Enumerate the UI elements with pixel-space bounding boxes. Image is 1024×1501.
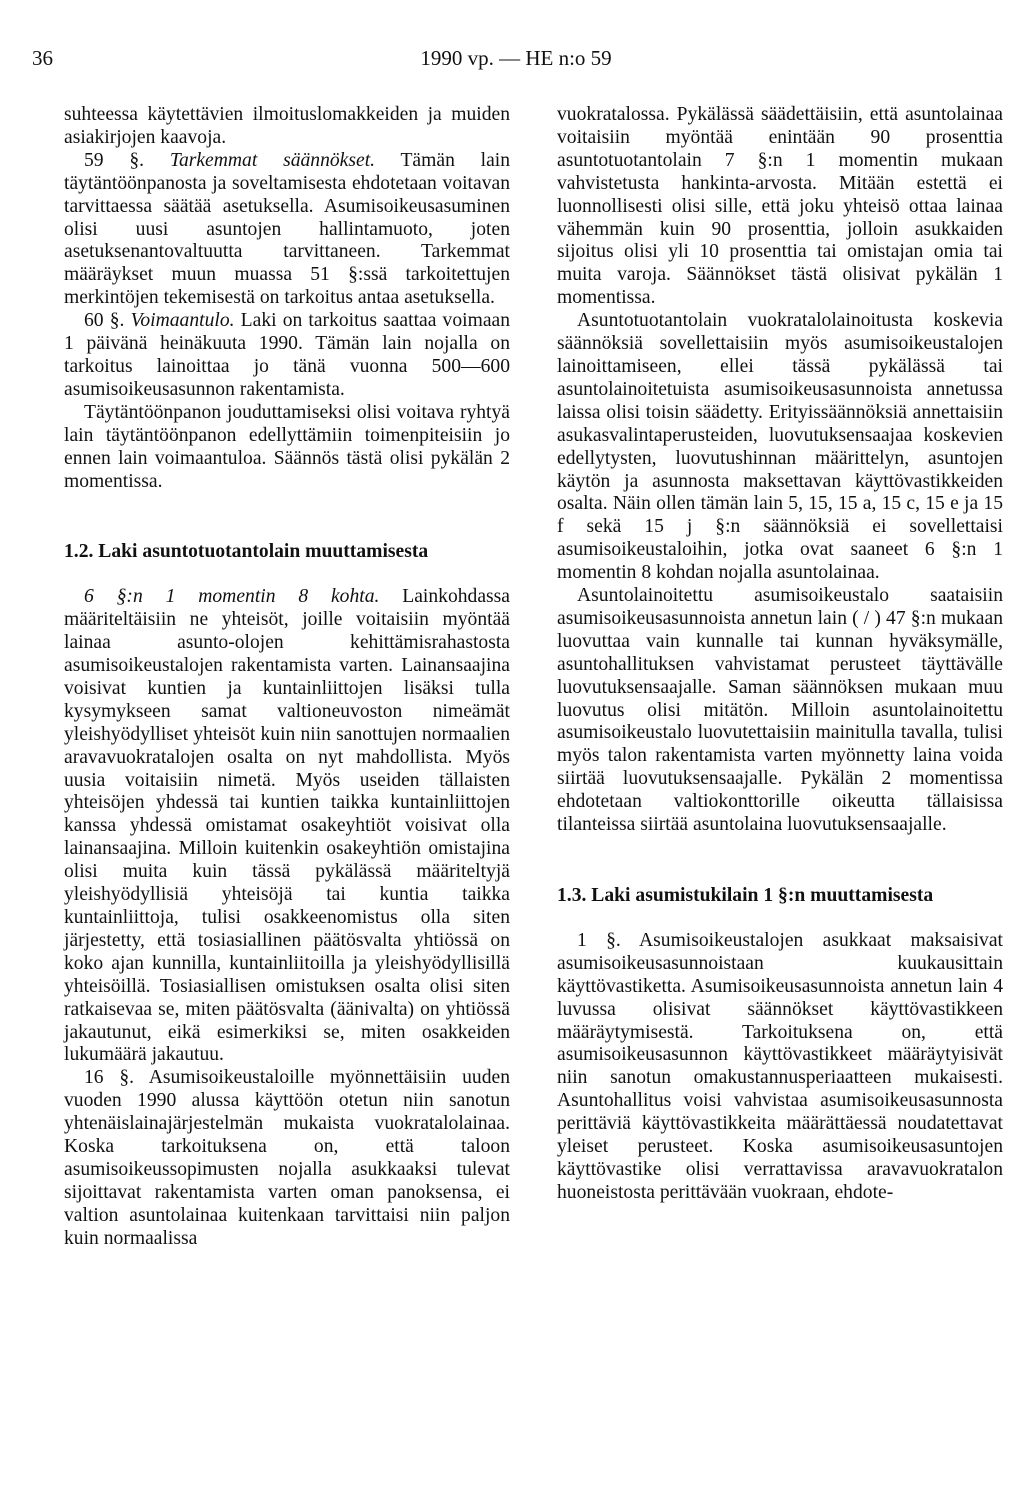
paragraph-continuation: suhteessa käytettävien ilmoituslomakkeiden ja muiden asiakirjojen kaavoja. [64,104,510,148]
section-title: 6 §:n 1 momentin 8 kohta. [84,586,380,608]
section-title: Voimaantulo. [130,310,235,332]
section-title: Tarkemmat säännökset. [169,149,376,171]
left-column [64,104,510,1251]
section-1-paragraph: 1 §. Asumisoikeustalojen asukkaat maksaisivat asumisoikeusasunnoistaan kuukausittain käyttövastiketta. Asumisoikeusasunnoista annetun lain 4 luvussa olisivat säännökset käyttövastikkeen määräytymisestä. Tarkoituksena on, että asumisoikeusasunnon käyttövastikkeet määräytyisivät niin sanotun omakustannusperiaatteen mukaisesti. Asuntohallitus voisi vahvistaa asumisoikeusasunnosta perittäviä käyttövastikkeita määrättäessä noudatettavat yleiset perusteet. Koska asumisoikeusasuntojen käyttövastike olisi verrattavissa aravavuokratalon huoneistosta perittävään vuokraan, ehdote- [557,929,1003,1203]
paragraph: Asuntolainoitettu asumisoikeustalo saataisiin asumisoikeusasunnoista annetun lain ( / ) 47 §:n mukaan luovuttaa vain kunnalle tai kunnan hyväksymälle, asuntohallituksen vahvistamat perusteet täyttävälle luovutuksensaajalle. Saman säännöksen mukaan muu luovutus olisi mitätön. Milloin asuntolainoitettu asumisoikeustalo luovutettaisiin mainitulla tavalla, tulisi myös talon rakentamista varten myönnetty laina voida siirtää luovutuksensaajalle. Pykälän 2 momentissa ehdotetaan valtiokonttorille oikeutta tällaisissa tilanteissa siirtää asuntolaina luovutuksensaajalle. [557,585,1003,836]
section-heading-1-2: 1.2. Laki asuntotuotantolain muuttamisesta [64,541,429,563]
section-text: Tämän lain täytäntöönpanosta ja soveltamisesta ehdotetaan voitavan tarvittaessa säätää asetuksella. Asumisoikeusasuminen olisi uusi asuntojen hallintamuoto, joten asetuksenantovaltuutta tarvittaneen. Tarkemmat määräykset muun muassa 51 §:ssä tarkoitettujen merkintöjen tekemisestä on tarkoitus antaa asetuksella. [64,149,511,309]
paragraph: Asuntotuotantolain vuokratalolainoitusta koskevia säännöksiä sovellettaisiin myös asumisoikeustalojen lainoittamiseen, ellei tässä pykälässä tai asuntolainoitetuista asumisoikeusasunnoista annetussa laissa olisi toisin säädetty. Erityissäännöksiä annettaisiin asukasvalintaperusteiden, luovutuksensaajaa koskevien edellytysten, luovutushinnan määrittelyn, asuntojen käytön ja asunnosta maksettavan käyttövastikkeiden osalta. Näin ollen tämän lain 5, 15, 15 a, 15 c, 15 e ja 15 f sekä 15 j §:n säännöksiä ei sovellettaisi asumisoikeustaloihin, jotka ovat saaneet 6 §:n 1 momentin 8 kohdan nojalla asuntolainaa. [557,310,1003,584]
section-59-paragraph [64,150,510,310]
section-6-paragraph [64,586,510,1067]
page-number: 36 [32,46,53,70]
section-label: 60 §. [84,310,125,332]
section-label: 59 §. [84,149,145,171]
section-16-paragraph: 16 §. Asumisoikeustaloille myönnettäisiin uuden vuoden 1990 alussa käyttöön otetun niin sanotun yhtenäislainajärjestelmän mukaista vuokratalolainaa. Koska tarkoituksena on, että taloon asumisoikeussopimusten nojalla asukkaaksi tulevat sijoittavat rakentamista varten oman panoksensa, ei valtion asuntolainaa kuitenkaan tarvittaisi niin paljon kuin normaalissa [64,1067,510,1249]
paragraph-continuation: vuokratalossa. Pykälässä säädettäisiin, että asuntolainaa voitaisiin myöntää enintään 90 prosenttia asuntotuotantolain 7 §:n 1 momentin mukaan vahvistetusta hankinta-arvosta. Mitään estettä ei luonnollisesti olisi sille, että joku yhteisö ottaa lainaa vähemmän kuin 90 prosenttia, jolloin asukkaiden sijoitus olisi yli 10 prosenttia tai omistajan omia tai muita varoja. Säännökset tästä olisivat pykälän 1 momentissa. [557,104,1003,309]
section-heading-1-3: 1.3. Laki asumistukilain 1 §:n muuttamisesta [557,885,934,906]
section-text: Lainkohdassa määriteltäisiin ne yhteisöt, joille voitaisiin myöntää lainaa asunto-olojen kehittämisrahastosta asumisoikeustalojen rakentamista varten. Lainansaajina voisivat kuntien ja kuntainliittojen lisäksi tulla kysymykseen samat valtioneuvoston nimeämät yleishyödylliset yhteisöt kuin niin sanottujen normaalien aravavuokratalojen osalta on nyt mahdollista. Myös uusia voitaisiin nimetä. Myös useiden tällaisten yhteisöjen yhdessä tai kuntien taikka kuntainliittojen kanssa yhdessä omistamat osakeyhtiöt voisivat olla lainansaajina. Milloin kuitenkin osakeyhtiön omistajina olisi muita kuin tässä pykälässä määriteltyjä yleishyödyllisiä yhteisöjä tai kuntia taikka kuntainliittoja, tulisi osakkeenomistus olla siten järjestetty, että tosiasiallinen päätösvalta yhtiössä on koko ajan kunnilla, kuntainliitoilla ja yleishyödyllisillä yhteisöillä. Tosiasiallisen omistuksen osalta olisi siten ratkaisevaa se, miten päätösvalta (äänivalta) on yhtiössä jakautunut, eikä esimerkiksi se, miten osakkeiden lukumäärä jakautuu. [64,586,510,1066]
right-column [557,104,1003,1205]
section-text: Laki on tarkoitus saattaa voimaan 1 päivänä heinäkuuta 1990. Tämän lain nojalla on tarkoitus lainoittaa jo tänä vuonna 500—600 asumisoikeusasunnon rakentamista. [64,310,511,400]
page-header [32,46,1000,76]
paragraph: Täytäntöönpanon jouduttamiseksi olisi voitava ryhtyä lain täytäntöönpanon edellyttämiin toimenpiteisiin jo ennen lain voimaantuloa. Säännös tästä olisi pykälän 2 momentissa. [64,401,510,492]
section-60-paragraph [64,310,510,402]
running-title: 1990 vp. — HE n:o 59 [420,46,612,70]
